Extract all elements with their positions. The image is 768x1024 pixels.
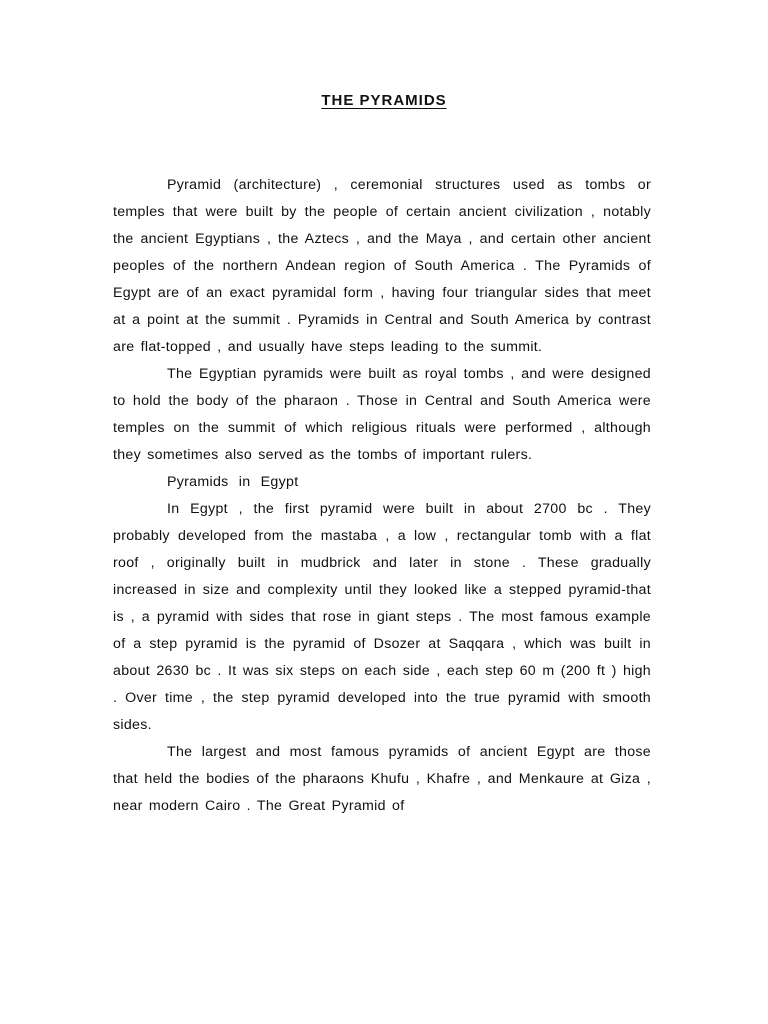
document-body [113,172,651,820]
paragraph-first-pyramids: In Egypt , the first pyramid were built in about 2700 bc . They probably developed from the mastaba , a low , rectangular tomb with a flat roof , originally built in mudbrick and later in stone . These gradually increased in size and complexity until they looked like a stepped pyramid-that is , a pyramid with sides that rose in giant steps . The most famous example of a step pyramid is the pyramid of Dsozer at Saqqara , which was built in about 2630 bc . It was six steps on each side , each step 60 m (200 ft ) high . Over time , the step pyramid developed into the true pyramid with smooth sides. [113,501,651,733]
paragraph-intro: Pyramid (architecture) , ceremonial structures used as tombs or temples that were built by the people of certain ancient civilization , notably the ancient Egyptians , the Aztecs , and the Maya , and certain other ancient peoples of the northern Andean region of South America . The Pyramids of Egypt are of an exact pyramidal form , having four triangular sides that meet at a point at the summit . Pyramids in Central and South America by contrast are flat-topped , and usually have steps leading to the summit. [113,177,651,355]
section-heading-pyramids-in-egypt: Pyramids in Egypt [167,474,299,490]
paragraph-giza-pyramids: The largest and most famous pyramids of ancient Egypt are those that held the bodies of the pharaons Khufu , Khafre , and Menkaure at Giza , near modern Cairo . The Great Pyramid of [113,744,651,814]
paragraph-egyptian-tombs: The Egyptian pyramids were built as royal tombs , and were designed to hold the body of the pharaon . Those in Central and South America were temples on the summit of which religious rituals were performed , although they sometimes also served as the tombs of important rulers. [113,366,651,463]
page-title: THE PYRAMIDS [321,92,447,109]
